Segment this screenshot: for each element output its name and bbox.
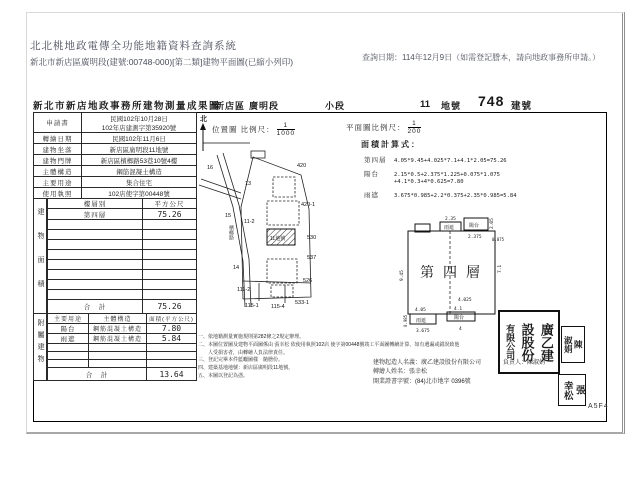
acc-area: 5.84: [147, 334, 197, 344]
street-name: 檳榔路: [228, 225, 234, 240]
land-number: 11: [420, 99, 431, 110]
info-value: 民國102年11月6日: [82, 133, 197, 144]
dim-label: 4: [459, 327, 462, 332]
dim-label: 0.985: [403, 314, 408, 327]
lot-label: 15: [225, 213, 232, 219]
lot-label: 14: [233, 265, 240, 271]
dim-label: 4.05: [415, 308, 426, 313]
license-number: 開業證書字號：(84)北市地字 0396號: [373, 378, 471, 385]
note-line: 二、本圖位置圖及建物平面圖係由 張幸松 依使用執照102店 使字第00448號竣工平面圖轉繪計算，如有遺漏或錯誤致他: [198, 341, 460, 348]
calc-title: 面積計算式：: [361, 140, 421, 149]
floor-area-section: [33, 198, 197, 314]
info-label: 建物坐落: [34, 144, 82, 155]
floor-total-label: 合 計: [48, 300, 143, 314]
page-code: A5F4: [588, 403, 609, 410]
lot-label: 533-1: [295, 300, 310, 306]
acc-use: 陽台: [48, 324, 89, 334]
system-title: 北北桃地政電傳全功能地籍資料查詢系統: [30, 40, 237, 52]
balcony-label: 陽台: [469, 223, 480, 229]
note-line: 人受損害者，由轉繪人負法律責任。: [198, 349, 289, 356]
info-value: 民國102年10月28日 102年店建測字第35920號: [82, 113, 197, 133]
note-line: 四、建築基地地號：新店區廣明段11地號。: [198, 365, 294, 371]
acc-total-label: 合 計: [48, 368, 147, 381]
calc-block: 第四層 4.05*9.45+4.025*7.1+4.1*2.05=75.26 陽台 2.15*0.5+2.375*1.225+0.075*1.075 +4.1*0.3+4*0.625=7.80 雨遮 3.675*0.985+2.2*0.375+2.35*0.985=5.84: [364, 157, 517, 199]
acc-use: 雨遮: [48, 334, 89, 344]
col-floor: 樓層別: [48, 199, 143, 209]
section-value: 廣明段: [249, 101, 280, 111]
location-map: [197, 149, 325, 317]
lot-label: 420: [297, 163, 307, 169]
dim-label: 9.45: [400, 270, 405, 281]
acc-structure: 鋼筋混凝土構造: [89, 334, 147, 344]
acc-total-value: 13.64: [147, 368, 197, 381]
canopy-label: 雨遮: [416, 318, 427, 324]
representative-name: 負責人：陳淑娟: [503, 360, 546, 366]
dim-label: 4.1: [454, 307, 463, 312]
subject-lot-label: 11地號: [270, 236, 286, 242]
col-acc-area: 面積(平方公尺): [147, 314, 197, 324]
info-value: 集合住宅: [82, 177, 197, 188]
info-value: 102店使字第00448號: [82, 188, 197, 199]
query-date: 查詢日期：114年12月9日（如需登記謄本，請向地政事務所申請。）: [362, 53, 601, 62]
floor-total-value: 75.26: [143, 300, 197, 314]
location-scale: 位置圖 比例尺： $\frac{1}{1000}$: [212, 122, 296, 138]
floor-area-side-label: 建物面積: [33, 198, 47, 314]
lot-label: 11-2: [244, 219, 255, 225]
info-value: 新店區檳榔路53巷10號4樓: [82, 155, 197, 166]
acc-structure: 鋼筋混凝土構造: [89, 324, 147, 334]
note-line: 五、本圖以登記為憑。: [198, 372, 249, 379]
dim-label: 2.375: [468, 235, 482, 240]
accessory-table: [47, 313, 197, 381]
drafter-seal: 張 幸松: [558, 374, 586, 406]
lot-label: 13: [245, 181, 252, 187]
balcony-label: 陽台: [454, 315, 465, 321]
building-number-label: 建號: [511, 101, 533, 112]
col-structure: 主體構造: [89, 314, 147, 324]
survey-map-frame: [33, 112, 607, 422]
lot-label: 420-1: [301, 202, 316, 208]
dim-label: 0.075: [492, 237, 505, 242]
info-value: 新店區廣明段11地號: [82, 144, 197, 155]
representative-seal: 陳 淑娟: [561, 326, 585, 363]
north-label: 北: [200, 116, 207, 123]
lot-label: 537: [307, 255, 317, 261]
lot-label: 115-4: [271, 304, 285, 310]
info-label: 主體構造: [34, 166, 82, 177]
subsection-label: 小段: [325, 101, 346, 111]
building-info-table: [33, 112, 197, 199]
info-label: 建物門牌: [34, 155, 82, 166]
plan-scale: 平面圖比例尺： $\frac{1}{200}$: [346, 120, 422, 136]
note-line: 一、依地籍測量實施規則第282條之2規定辦理。: [198, 334, 305, 340]
lot-label: 530: [307, 235, 317, 241]
company-seal: 廣乙建 設股份 有限公司: [498, 310, 560, 374]
canopy-label: 雨遮: [444, 225, 455, 231]
dim-label: 2.35: [445, 217, 456, 222]
lot-label: 16: [207, 165, 214, 171]
note-line: 三、登記完畢本件藍曬圖樣 隨謄份。: [198, 357, 284, 364]
col-use: 主要用途: [48, 314, 89, 324]
drafter-name: 轉繪人姓名：張幸松: [373, 369, 428, 376]
dim-label: 7.1: [498, 264, 503, 273]
dim-label: 4.025: [458, 298, 472, 303]
acc-area: 7.80: [147, 324, 197, 334]
info-label: 轉繪日期: [34, 133, 82, 144]
district-value: 新店區: [215, 101, 246, 111]
col-area: 平方公尺: [143, 199, 197, 209]
dim-label: 2.05: [490, 218, 495, 229]
lot-label: 526: [303, 278, 313, 284]
lot-label: 111-2: [237, 287, 251, 293]
builder-name: 建物起造人名義：廣乙建設股份有限公司: [373, 360, 482, 366]
floor-plan-title: 第四層: [420, 264, 489, 280]
floor-area-table: [47, 198, 197, 314]
page-title: 新北市新店地政事務所建物測量成果圖: [33, 101, 221, 112]
document-subtitle: 新北市新店區廣明段(建號:00748-000)[第二類]建物平面圖(已縮小列印): [30, 57, 294, 67]
accessory-side-label: 附屬建物: [33, 313, 47, 381]
accessory-section: [33, 313, 197, 381]
info-label: 申請書: [34, 113, 82, 133]
building-number: 748: [478, 93, 505, 109]
dim-label: 3.675: [416, 329, 430, 334]
land-number-label: 地號: [441, 101, 462, 111]
info-label: 使用執照: [34, 188, 82, 199]
info-label: 主要用途: [34, 177, 82, 188]
floor-area-value: 75.26: [143, 209, 197, 220]
info-value: 鋼筋混凝土構造: [82, 166, 197, 177]
lot-label: 115-1: [245, 303, 259, 309]
floor-name: 第四層: [48, 209, 143, 220]
